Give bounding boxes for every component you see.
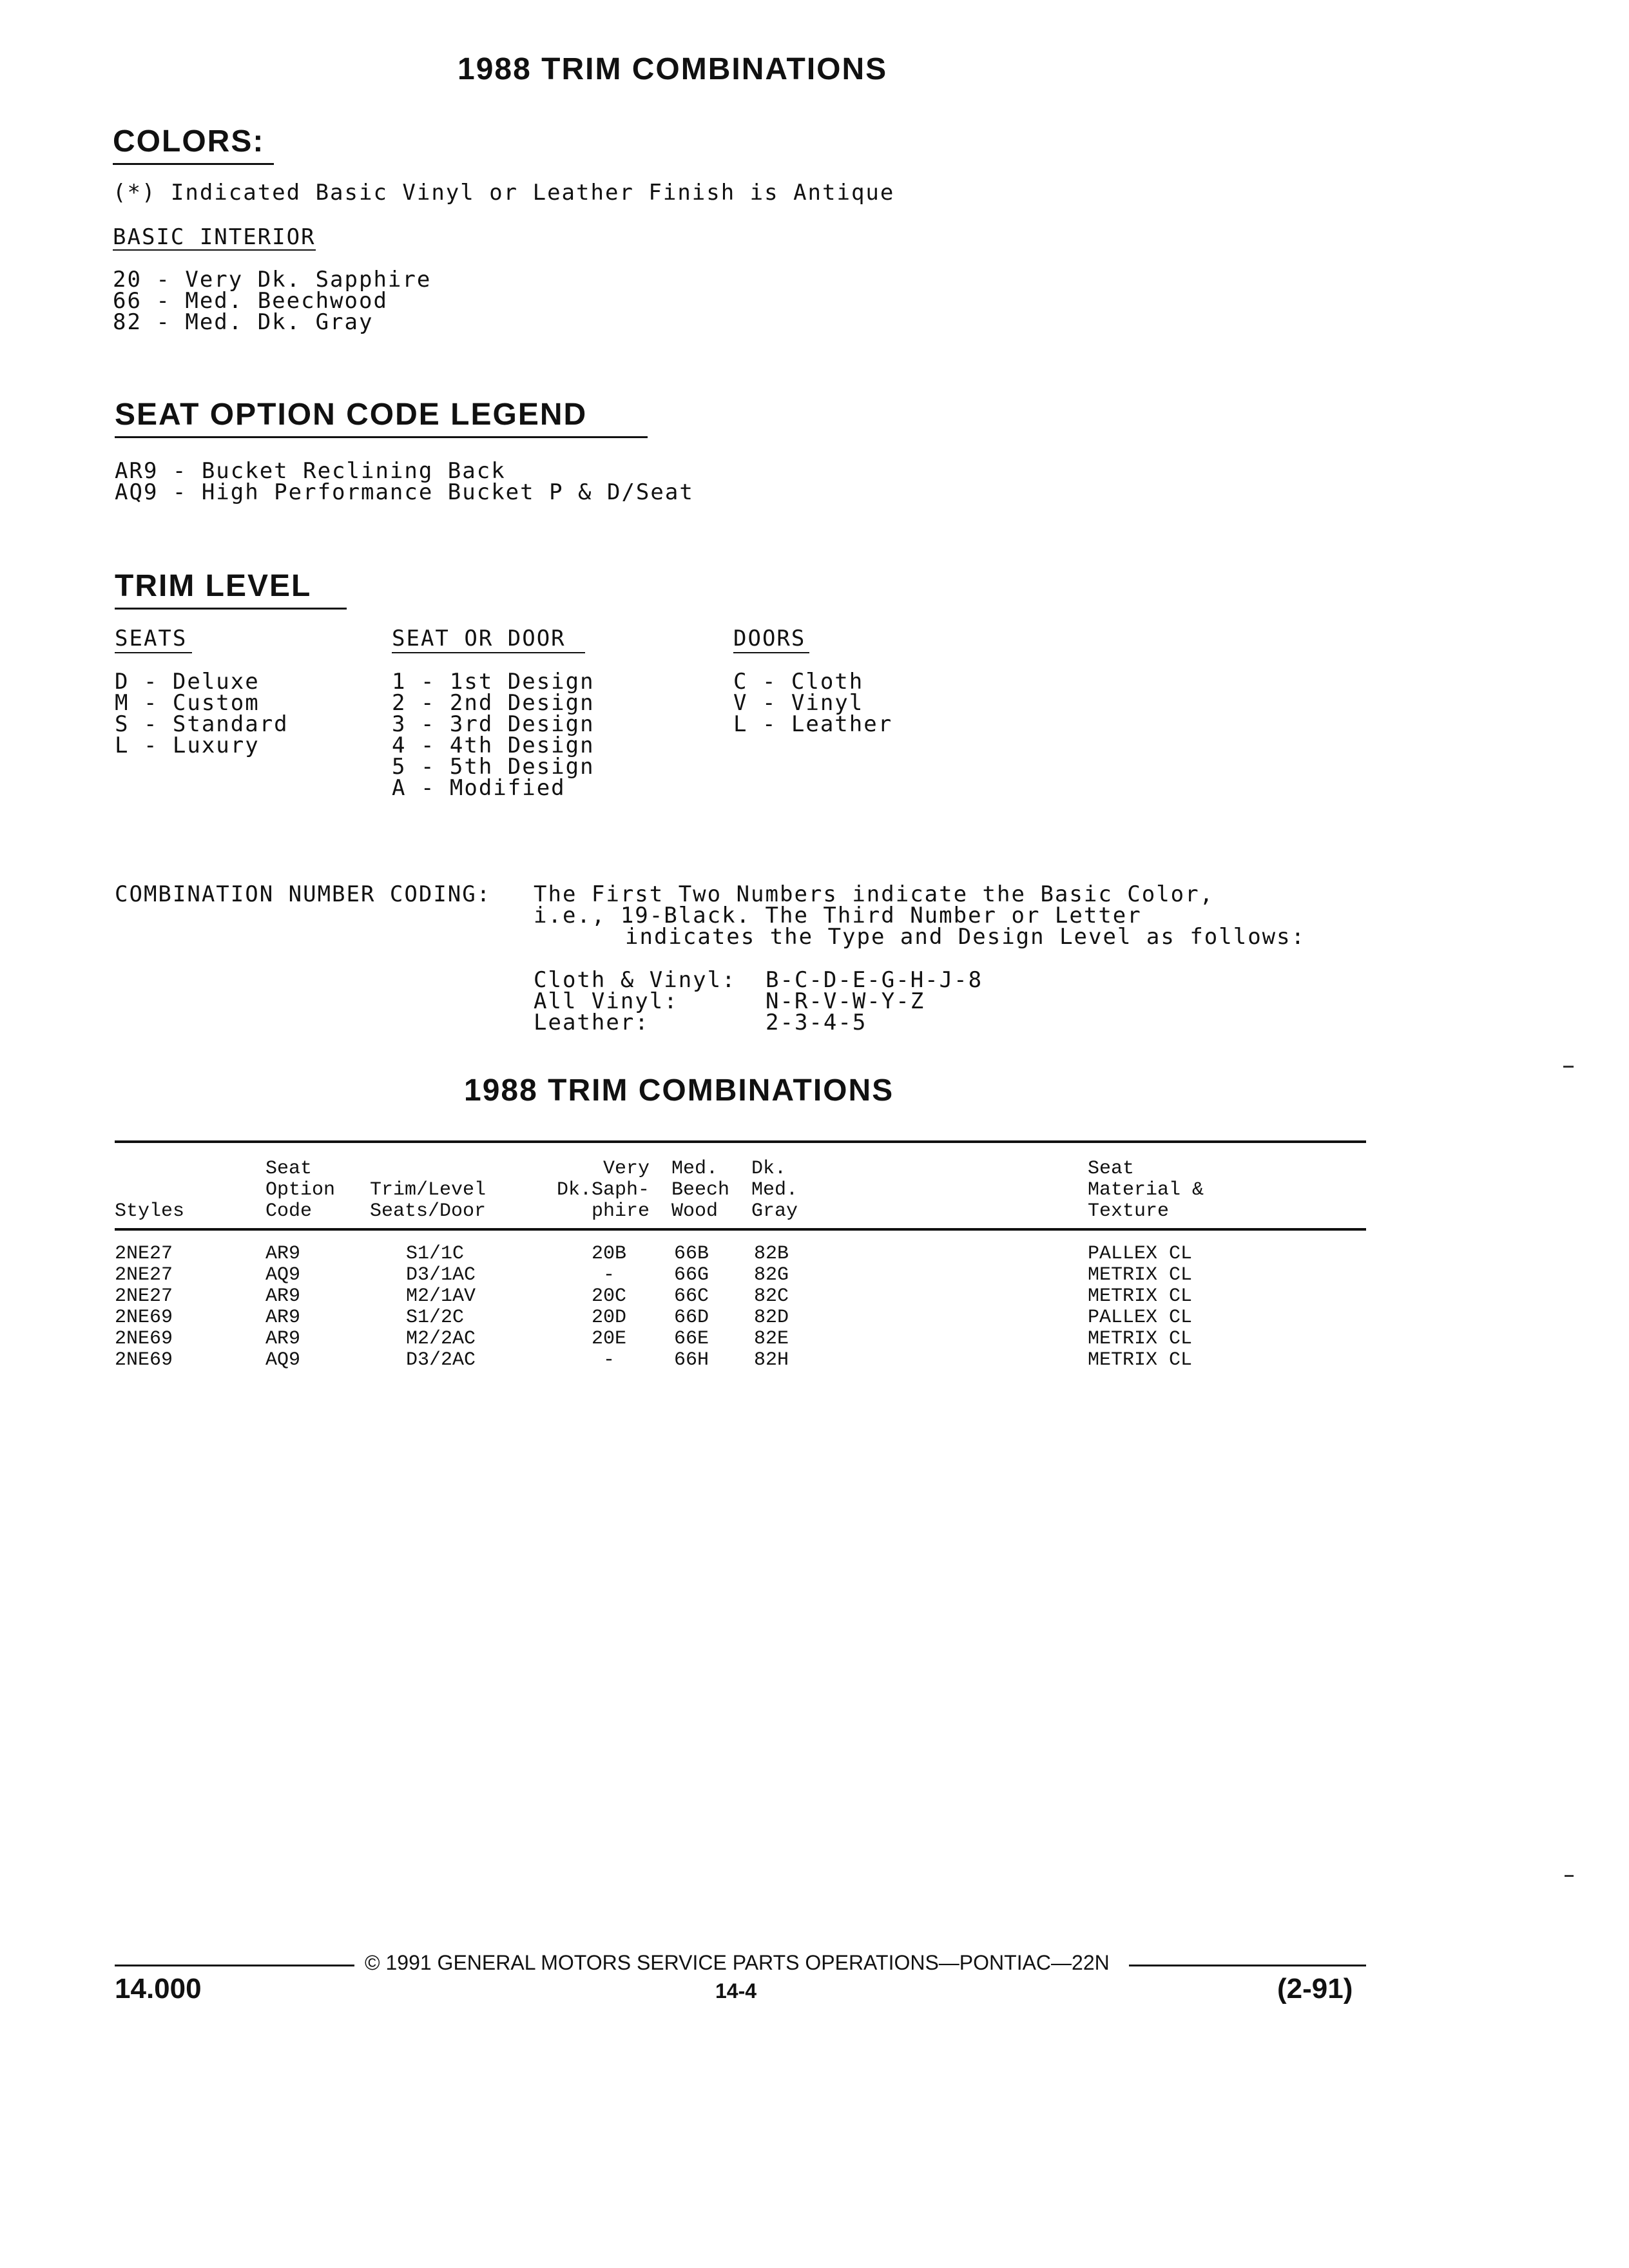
table-cell: 82E	[754, 1328, 789, 1350]
scan-mark	[1563, 1066, 1574, 1068]
table-header-rule	[115, 1228, 1366, 1231]
trim-level-heading: TRIM LEVEL	[115, 568, 347, 610]
page-title: 1988 TRIM COMBINATIONS	[458, 52, 888, 86]
table-cell: D3/2AC	[406, 1349, 476, 1371]
footer-copyright: © 1991 GENERAL MOTORS SERVICE PARTS OPERATIONS—PONTIAC—22N	[365, 1951, 1110, 1974]
coding-type-codes	[766, 967, 983, 1035]
table-cell: 20E	[591, 1328, 626, 1350]
footer-revision: (2-91)	[1277, 1973, 1353, 2004]
coding-line-3: indicates the Type and Design Level as follows:	[625, 924, 1306, 950]
coding-line-2: i.e., 19-Black. The Third Number or Letter	[534, 903, 1142, 928]
colors-heading: COLORS:	[113, 124, 274, 165]
table-cell: AQ9	[265, 1264, 301, 1286]
table-cell: PALLEX CL	[1088, 1243, 1193, 1265]
table-cell: 2NE27	[115, 1264, 173, 1286]
column-sapphire	[580, 1244, 638, 1371]
color-item: 20 - Very Dk. Sapphire	[113, 267, 432, 293]
footer-rule-right	[1129, 1965, 1366, 1966]
table-title: 1988 TRIM COMBINATIONS	[464, 1073, 894, 1108]
table-top-rule	[115, 1140, 1366, 1143]
seat-legend-list	[115, 458, 694, 505]
table-cell: S1/2C	[406, 1307, 465, 1329]
doors-item: C - Cloth	[733, 669, 864, 695]
table-cell: S1/1C	[406, 1243, 465, 1265]
seats-item: M - Custom	[115, 690, 260, 716]
seats-item: S - Standard	[115, 711, 289, 737]
header-sapphire: Very Dk.Saph- phire	[556, 1158, 650, 1222]
coding-type-names	[534, 967, 737, 1035]
table-cell: 2NE69	[115, 1328, 173, 1350]
seat-legend-heading: SEAT OPTION CODE LEGEND	[115, 397, 648, 438]
footer-page-number: 14-4	[715, 1979, 757, 2003]
table-cell: 66B	[674, 1243, 709, 1265]
seat-or-door-item: A - Modified	[392, 775, 566, 801]
table-cell: PALLEX CL	[1088, 1307, 1193, 1329]
table-cell: 2NE69	[115, 1349, 173, 1371]
column-trim	[406, 1244, 476, 1371]
table-cell: AR9	[265, 1328, 301, 1350]
colors-note: (*) Indicated Basic Vinyl or Leather Finish is Antique	[113, 180, 895, 206]
seat-or-door-item: 1 - 1st Design	[392, 669, 595, 695]
table-cell: 66H	[674, 1349, 709, 1371]
header-gray: Dk. Med. Gray	[751, 1158, 798, 1222]
scan-mark	[1565, 1875, 1574, 1877]
footer-section-number: 14.000	[115, 1973, 202, 2004]
seats-item: D - Deluxe	[115, 669, 260, 695]
table-cell: M2/2AC	[406, 1328, 476, 1350]
column-gray	[754, 1244, 789, 1371]
column-styles	[115, 1244, 173, 1371]
coding-type-name: All Vinyl:	[534, 988, 679, 1014]
seat-or-door-item: 2 - 2nd Design	[392, 690, 595, 716]
table-cell: METRIX CL	[1088, 1264, 1193, 1286]
color-item: 66 - Med. Beechwood	[113, 288, 388, 314]
table-cell: -	[602, 1349, 615, 1371]
doors-item: L - Leather	[733, 711, 893, 737]
coding-line-1: The First Two Numbers indicate the Basic Color,	[534, 881, 1215, 907]
table-cell: 2NE27	[115, 1243, 173, 1265]
table-cell: 82H	[754, 1349, 789, 1371]
footer-rule-left	[115, 1965, 354, 1966]
seat-or-door-item: 5 - 5th Design	[392, 754, 595, 780]
seats-list	[115, 671, 289, 756]
seats-item: L - Luxury	[115, 733, 260, 758]
table-cell: 82B	[754, 1243, 789, 1265]
header-styles: Styles	[115, 1200, 185, 1222]
table-cell: METRIX CL	[1088, 1328, 1193, 1350]
seat-or-door-item: 4 - 4th Design	[392, 733, 595, 758]
doors-label: DOORS	[733, 628, 809, 653]
table-cell: METRIX CL	[1088, 1285, 1193, 1307]
seats-label: SEATS	[115, 628, 192, 653]
header-material: Seat Material & Texture	[1088, 1158, 1204, 1222]
header-beechwood: Med. Beech Wood	[671, 1158, 730, 1222]
table-cell: M2/1AV	[406, 1285, 476, 1307]
table-cell: 2NE27	[115, 1285, 173, 1307]
seat-or-door-list	[392, 671, 595, 799]
coding-label: COMBINATION NUMBER CODING:	[115, 881, 492, 907]
doors-item: V - Vinyl	[733, 690, 864, 716]
table-cell: AR9	[265, 1307, 301, 1329]
basic-interior-label: BASIC INTERIOR	[113, 224, 316, 250]
seat-legend-item: AR9 - Bucket Reclining Back	[115, 458, 506, 484]
table-cell: 82G	[754, 1264, 789, 1286]
column-material	[1088, 1244, 1192, 1371]
table-cell: 20D	[591, 1307, 626, 1329]
coding-type-code: 2-3-4-5	[766, 1010, 867, 1035]
coding-type-name: Leather:	[534, 1010, 650, 1035]
table-cell: AQ9	[265, 1349, 301, 1371]
table-cell: -	[602, 1264, 615, 1286]
table-cell: 20B	[591, 1243, 626, 1265]
seat-or-door-label: SEAT OR DOOR	[392, 628, 585, 653]
table-cell: AR9	[265, 1285, 301, 1307]
seat-legend-item: AQ9 - High Performance Bucket P & D/Seat	[115, 479, 694, 505]
table-cell: 66E	[674, 1328, 709, 1350]
header-trim-level: Trim/Level Seats/Door	[370, 1179, 487, 1222]
header-seat-option: Seat Option Code	[265, 1158, 336, 1222]
seat-or-door-item: 3 - 3rd Design	[392, 711, 595, 737]
basic-color-list	[113, 269, 431, 333]
table-cell: 66D	[674, 1307, 709, 1329]
color-item: 82 - Med. Dk. Gray	[113, 309, 374, 335]
table-cell: 82D	[754, 1307, 789, 1329]
coding-type-code: B-C-D-E-G-H-J-8	[766, 967, 983, 993]
coding-type-name: Cloth & Vinyl:	[534, 967, 737, 993]
table-cell: 82C	[754, 1285, 789, 1307]
column-seat-option	[265, 1244, 300, 1371]
table-cell: METRIX CL	[1088, 1349, 1193, 1371]
column-beechwood	[674, 1244, 709, 1371]
table-cell: 66G	[674, 1264, 709, 1286]
table-cell: 66C	[674, 1285, 709, 1307]
table-cell: AR9	[265, 1243, 301, 1265]
doors-list	[733, 671, 892, 735]
coding-type-code: N-R-V-W-Y-Z	[766, 988, 925, 1014]
table-cell: 20C	[591, 1285, 626, 1307]
table-cell: 2NE69	[115, 1307, 173, 1329]
table-cell: D3/1AC	[406, 1264, 476, 1286]
